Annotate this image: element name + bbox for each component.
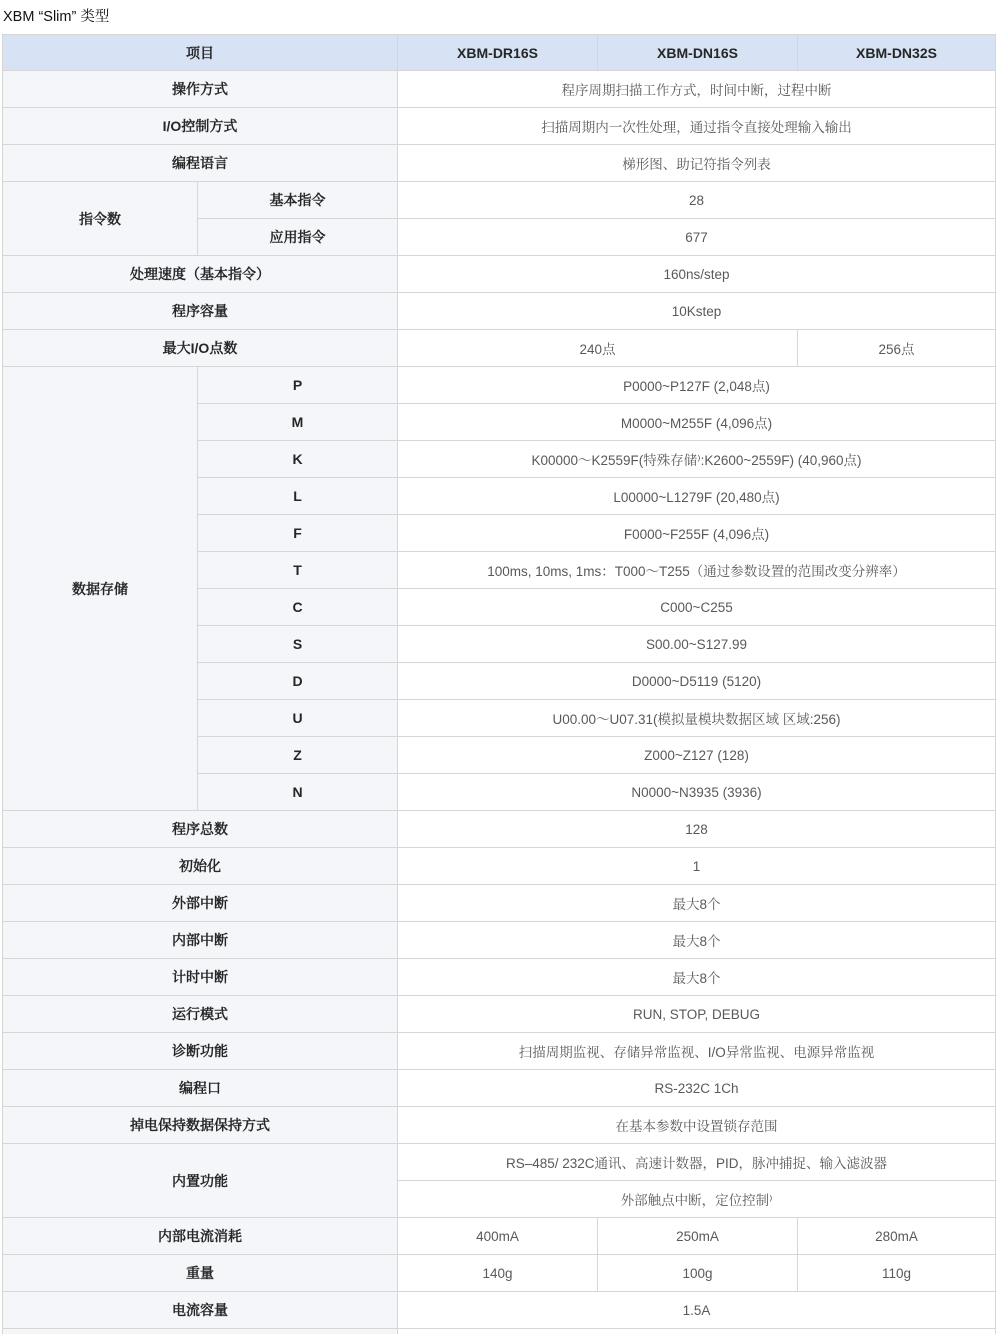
device-value: U00.00～U07.31(模拟量模块数据区域 区域:256)	[398, 700, 996, 737]
device-label: T	[198, 552, 398, 589]
row-weight	[3, 1255, 996, 1292]
row-value: 最大8个	[398, 885, 996, 922]
row-label: I/O控制方式	[3, 108, 398, 145]
spec-table	[2, 34, 996, 1334]
row-value-dn16s: 250mA	[598, 1218, 798, 1255]
row-value: 28	[398, 182, 996, 219]
row-value: 128	[398, 811, 996, 848]
row-value: 1	[398, 848, 996, 885]
row-label: 初始化	[3, 848, 398, 885]
row-built-in-functions-1	[3, 1144, 996, 1181]
group-label-instruction-count: 指令数	[3, 182, 198, 256]
row-value-dr16s: 140g	[398, 1255, 598, 1292]
device-value: D0000~D5119 (5120)	[398, 663, 996, 700]
row-label: 内部中断	[3, 922, 398, 959]
row-value-dn32s: 256点	[798, 330, 996, 367]
device-value: F0000~F255F (4,096点)	[398, 515, 996, 552]
device-label: F	[198, 515, 398, 552]
row-label	[3, 1329, 398, 1334]
row-value: RS-232C 1Ch	[398, 1070, 996, 1107]
row-value-line1: RS–485/ 232C通讯、高速计数器，PID，脉冲捕捉、输入滤波器	[398, 1144, 996, 1181]
device-value: L00000~L1279F (20,480点)	[398, 478, 996, 515]
row-value: 梯形图、助记符指令列表	[398, 145, 996, 182]
row-label: 程序容量	[3, 293, 398, 330]
row-value-dr16s: 400mA	[398, 1218, 598, 1255]
row-label: 内部电流消耗	[3, 1218, 398, 1255]
row-label: 电流容量	[3, 1292, 398, 1329]
header-model-xbm-dn32s: XBM-DN32S	[798, 35, 996, 71]
row-max-io-points	[3, 330, 996, 367]
row-label: 程序总数	[3, 811, 398, 848]
row-value-line2: 外部触点中断，定位控制⁾	[398, 1181, 996, 1218]
header-item: 项目	[3, 35, 398, 71]
row-diagnostics	[3, 1033, 996, 1070]
row-label: 编程口	[3, 1070, 398, 1107]
header-model-xbm-dn16s: XBM-DN16S	[598, 35, 798, 71]
row-label: 处理速度（基本指令）	[3, 256, 398, 293]
device-label: U	[198, 700, 398, 737]
group-label-data-storage: 数据存储	[3, 367, 198, 811]
row-programming-language	[3, 145, 996, 182]
row-run-modes	[3, 996, 996, 1033]
row-program-total	[3, 811, 996, 848]
table-header-row	[3, 35, 996, 71]
row-latch-method	[3, 1107, 996, 1144]
row-value: 最大8个	[398, 959, 996, 996]
row-label: 诊断功能	[3, 1033, 398, 1070]
row-value: 10Kstep	[398, 293, 996, 330]
row-external-interrupt	[3, 885, 996, 922]
row-value-dn32s: 280mA	[798, 1218, 996, 1255]
row-value-dr16s-dn16s: 240点	[398, 330, 798, 367]
header-model-xbm-dr16s: XBM-DR16S	[398, 35, 598, 71]
row-value: 1.5A	[398, 1292, 996, 1329]
row-value: 扫描周期监视、存储异常监视、I/O异常监视、电源异常监视	[398, 1033, 996, 1070]
row-io-control	[3, 108, 996, 145]
row-label: 运行模式	[3, 996, 398, 1033]
row-operation-mode	[3, 71, 996, 108]
device-label: P	[198, 367, 398, 404]
row-value: 160ns/step	[398, 256, 996, 293]
device-value: N0000~N3935 (3936)	[398, 774, 996, 811]
row-value: RUN, STOP, DEBUG	[398, 996, 996, 1033]
device-value: S00.00~S127.99	[398, 626, 996, 663]
row-internal-interrupt	[3, 922, 996, 959]
row-device-p	[3, 367, 996, 404]
device-value: 100ms, 10ms, 1ms：T000～T255（通过参数设置的范围改变分辨率）	[398, 552, 996, 589]
row-value-dn16s: 100g	[598, 1255, 798, 1292]
row-label: 编程语言	[3, 145, 398, 182]
row-current-capacity	[3, 1292, 996, 1329]
row-internal-current	[3, 1218, 996, 1255]
group-label-built-in-functions: 内置功能	[3, 1144, 398, 1218]
row-value-dn32s: 110g	[798, 1255, 996, 1292]
row-value: 在基本参数中设置锁存范围	[398, 1107, 996, 1144]
row-label: 基本指令	[198, 182, 398, 219]
row-label: 操作方式	[3, 71, 398, 108]
row-label: 最大I/O点数	[3, 330, 398, 367]
row-label: 重量	[3, 1255, 398, 1292]
device-label: C	[198, 589, 398, 626]
row-program-capacity	[3, 293, 996, 330]
row-value: 扫描周期内一次性处理，通过指令直接处理输入输出	[398, 108, 996, 145]
device-label: K	[198, 441, 398, 478]
device-value: K00000～K2559F(特殊存储⁾:K2600~2559F) (40,960点)	[398, 441, 996, 478]
row-instruction-basic	[3, 182, 996, 219]
row-value: 最大8个	[398, 922, 996, 959]
device-label: S	[198, 626, 398, 663]
row-value: 677	[398, 219, 996, 256]
device-value: Z000~Z127 (128)	[398, 737, 996, 774]
row-label: 应用指令	[198, 219, 398, 256]
device-label: L	[198, 478, 398, 515]
row-processing-speed	[3, 256, 996, 293]
row-timer-interrupt	[3, 959, 996, 996]
device-label: Z	[198, 737, 398, 774]
device-label: M	[198, 404, 398, 441]
row-partial-cutoff	[3, 1329, 996, 1334]
row-value	[398, 1329, 996, 1334]
device-value: C000~C255	[398, 589, 996, 626]
device-label: N	[198, 774, 398, 811]
device-label: D	[198, 663, 398, 700]
row-label: 外部中断	[3, 885, 398, 922]
row-value: 程序周期扫描工作方式，时间中断，过程中断	[398, 71, 996, 108]
page-title: XBM “Slim” 类型	[3, 9, 110, 25]
device-value: M0000~M255F (4,096点)	[398, 404, 996, 441]
row-label: 掉电保持数据保持方式	[3, 1107, 398, 1144]
device-value: P0000~P127F (2,048点)	[398, 367, 996, 404]
row-initialization	[3, 848, 996, 885]
row-label: 计时中断	[3, 959, 398, 996]
row-programming-port	[3, 1070, 996, 1107]
